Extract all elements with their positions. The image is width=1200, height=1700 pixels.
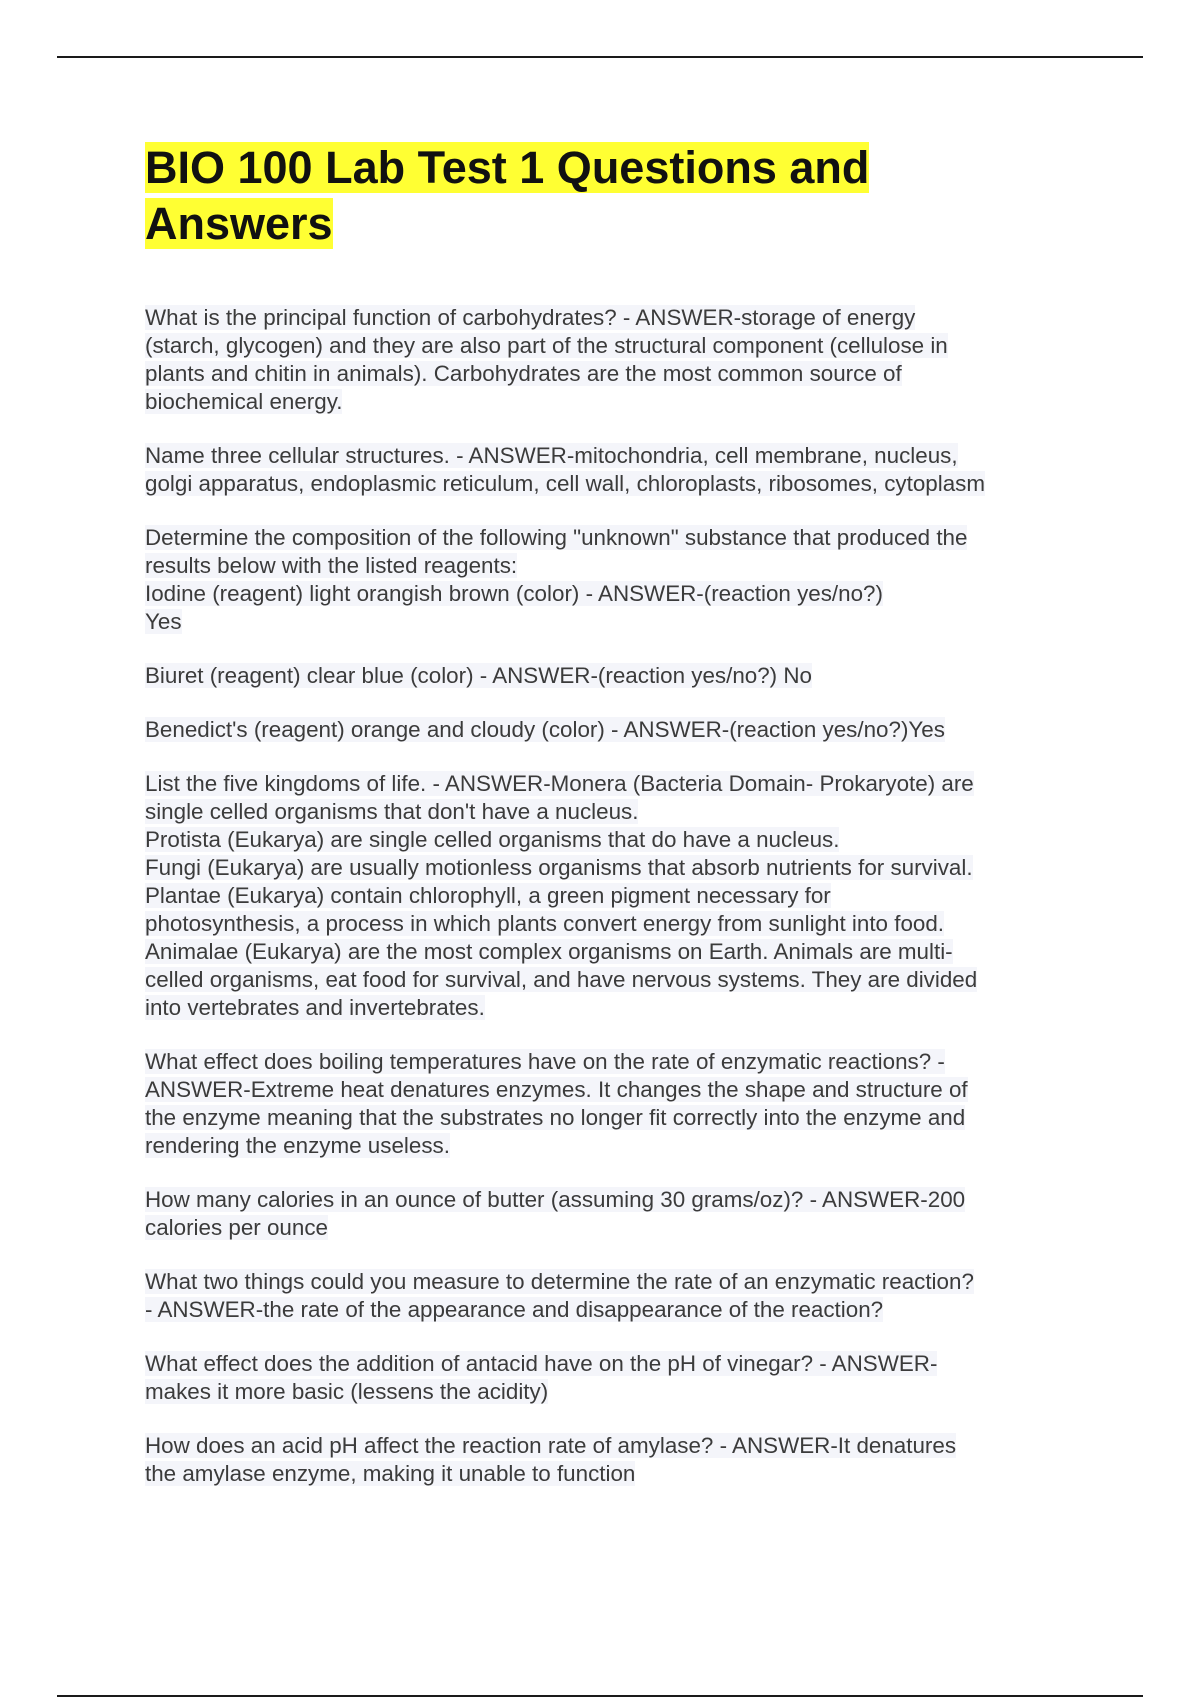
qa-line [145,580,1055,608]
qa-line-text: Benedict's (reagent) orange and cloudy (color) - ANSWER-(reaction yes/no?)Yes [145,717,945,742]
qa-line-text: What effect does boiling temperatures have on the rate of enzymatic reactions? - [145,1049,945,1074]
qa-line [145,1350,1055,1378]
qa-line [145,770,1055,798]
qa-line [145,524,1055,552]
qa-line [145,854,1055,882]
qa-line [145,388,1055,416]
qa-line-text: golgi apparatus, endoplasmic reticulum, cell wall, chloroplasts, ribosomes, cytoplasm [145,471,986,496]
qa-line [145,1048,1055,1076]
qa-line [145,332,1055,360]
qa-line [145,938,1055,966]
qa-line-text: makes it more basic (lessens the acidity) [145,1379,549,1404]
qa-line-text: Protista (Eukarya) are single celled organisms that do have a nucleus. [145,827,840,852]
qa-line [145,1104,1055,1132]
qa-line-text: Biuret (reagent) clear blue (color) - ANSWER-(reaction yes/no?) No [145,663,812,688]
qa-line [145,552,1055,580]
qa-line [145,826,1055,854]
qa-line [145,662,1055,690]
qa-list [145,304,1055,1488]
qa-line [145,994,1055,1022]
qa-line-text: What two things could you measure to determine the rate of an enzymatic reaction? [145,1269,974,1294]
qa-line [145,1076,1055,1104]
qa-line-text: What is the principal function of carbohydrates? - ANSWER-storage of energy [145,305,916,330]
qa-line [145,1378,1055,1406]
qa-line-text: How many calories in an ounce of butter (assuming 30 grams/oz)? - ANSWER-200 [145,1187,966,1212]
qa-line-text: single celled organisms that don't have a nucleus. [145,799,639,824]
qa-line [145,470,1055,498]
qa-entry [145,442,1055,498]
top-rule [57,56,1143,58]
qa-line [145,1268,1055,1296]
qa-line [145,1214,1055,1242]
qa-line-text: Name three cellular structures. - ANSWER-mitochondria, cell membrane, nucleus, [145,443,958,468]
qa-entry [145,1186,1055,1242]
qa-entry [145,524,1055,636]
qa-line-text: rendering the enzyme useless. [145,1133,450,1158]
qa-entry [145,1432,1055,1488]
qa-line [145,1186,1055,1214]
qa-line [145,304,1055,332]
qa-line [145,910,1055,938]
qa-line-text: Animalae (Eukarya) are the most complex organisms on Earth. Animals are multi- [145,939,953,964]
qa-line-text: How does an acid pH affect the reaction rate of amylase? - ANSWER-It denatures [145,1433,957,1458]
qa-line [145,1460,1055,1488]
qa-line-text: results below with the listed reagents: [145,553,518,578]
qa-line-text: (starch, glycogen) and they are also part of the structural component (cellulose in [145,333,948,358]
qa-line-text: What effect does the addition of antacid have on the pH of vinegar? - ANSWER- [145,1351,938,1376]
qa-entry [145,1268,1055,1324]
qa-line-text: Yes [145,609,182,634]
qa-entry [145,1048,1055,1160]
qa-line-text: the amylase enzyme, making it unable to function [145,1461,636,1486]
qa-line-text: plants and chitin in animals). Carbohydrates are the most common source of [145,361,902,386]
title-line: BIO 100 Lab Test 1 Questions and [145,142,870,193]
qa-line-text: into vertebrates and invertebrates. [145,995,485,1020]
qa-line-text: Determine the composition of the following "unknown" substance that produced the [145,525,968,550]
qa-line [145,1432,1055,1460]
qa-line-text: photosynthesis, a process in which plants convert energy from sunlight into food. [145,911,945,936]
qa-line [145,1132,1055,1160]
bottom-rule [57,1695,1143,1697]
qa-entry [145,1350,1055,1406]
qa-line-text: Plantae (Eukarya) contain chlorophyll, a green pigment necessary for [145,883,831,908]
qa-line [145,360,1055,388]
qa-entry [145,716,1055,744]
qa-line-text: - ANSWER-the rate of the appearance and disappearance of the reaction? [145,1297,884,1322]
qa-line-text: calories per ounce [145,1215,328,1240]
qa-entry [145,304,1055,416]
qa-line-text: celled organisms, eat food for survival, and have nervous systems. They are divided [145,967,978,992]
qa-line-text: ANSWER-Extreme heat denatures enzymes. It changes the shape and structure of [145,1077,968,1102]
qa-line-text: the enzyme meaning that the substrates no longer fit correctly into the enzyme and [145,1105,966,1130]
qa-line [145,798,1055,826]
qa-line [145,966,1055,994]
qa-line-text: biochemical energy. [145,389,343,414]
title-line: Answers [145,198,333,249]
qa-line-text: List the five kingdoms of life. - ANSWER-Monera (Bacteria Domain- Prokaryote) are [145,771,974,796]
qa-line-text: Iodine (reagent) light orangish brown (color) - ANSWER-(reaction yes/no?) [145,581,883,606]
qa-line [145,716,1055,744]
qa-line [145,608,1055,636]
qa-entry [145,770,1055,1022]
qa-line-text: Fungi (Eukarya) are usually motionless organisms that absorb nutrients for survival. [145,855,973,880]
qa-entry [145,662,1055,690]
document-title [145,140,1055,252]
document-body [145,140,1055,1514]
qa-line [145,442,1055,470]
qa-line [145,1296,1055,1324]
qa-line [145,882,1055,910]
